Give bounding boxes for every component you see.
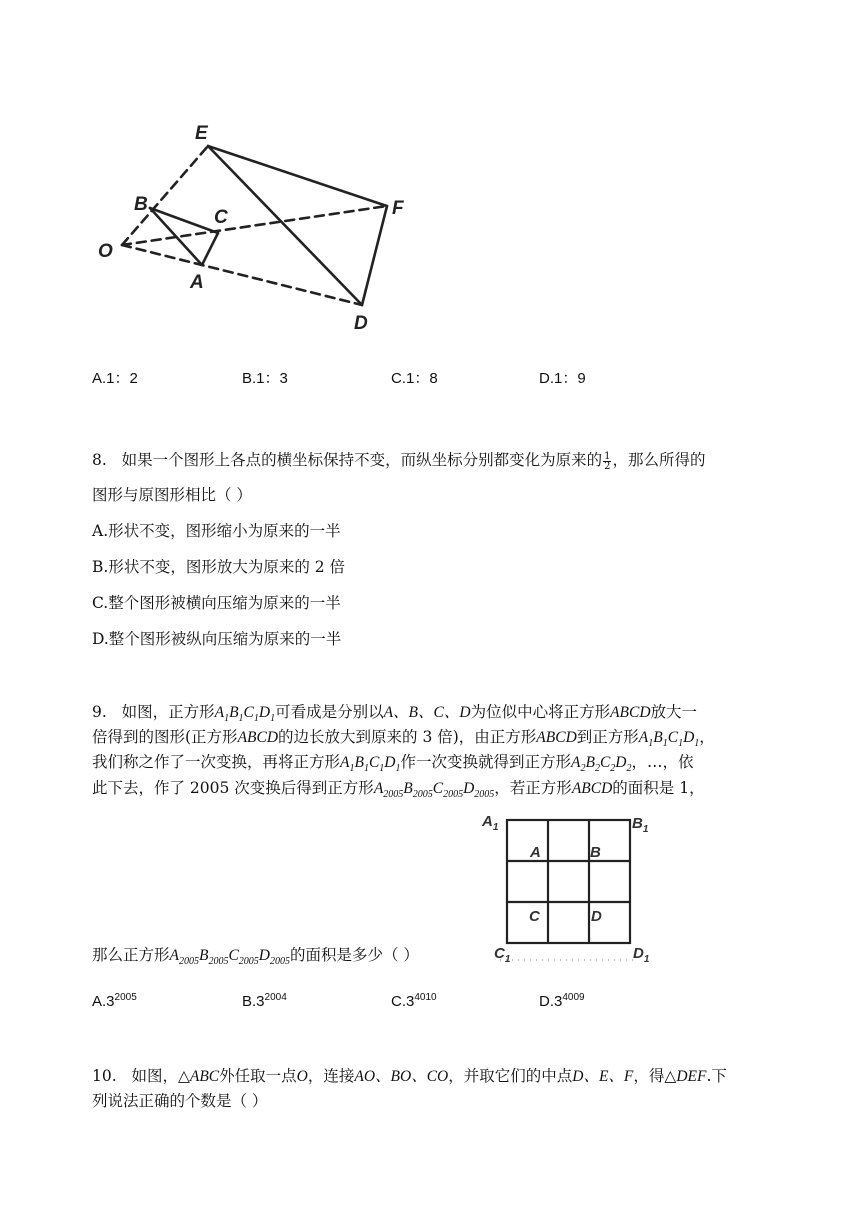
q10-number: 10. [92, 1067, 117, 1085]
figure-homothety-triangles [90, 115, 430, 340]
q9-stem-line1 [92, 702, 697, 723]
q10-stem-line1 [92, 1066, 727, 1087]
figure-square-grid [480, 808, 660, 968]
q7-option-d[interactable]: D.1：9 [539, 370, 586, 387]
label-A1: $A_1$ [482, 813, 499, 833]
label-C: C [214, 207, 228, 228]
math-AO-BO-CO: AO、BO、CO [354, 1068, 449, 1085]
q7-option-c[interactable]: C.1：8 [391, 370, 438, 387]
q9-t5: 倍得到的图形(正方形 [92, 728, 238, 746]
ray-OD [122, 245, 362, 305]
q10-t6: .下 [706, 1067, 727, 1085]
q9-stem-line4 [92, 778, 705, 799]
option-base: D.3 [539, 993, 563, 1010]
option-exponent: 4010 [414, 992, 437, 1003]
label-E: E [195, 123, 208, 144]
q9-t7: 到正方形 [576, 728, 639, 746]
q9-t1: 如图，正方形 [121, 703, 215, 721]
option-exponent: 4009 [562, 992, 585, 1003]
label-A: A [190, 272, 204, 293]
math-DEF: DEF [676, 1068, 707, 1085]
q10-t4: ，并取它们的中点 [448, 1067, 573, 1085]
q9-t3: 为位似中心将正方形 [470, 703, 611, 721]
label-C1: $C_1$ [494, 945, 511, 965]
math-ABCD: ABCD [536, 729, 577, 746]
label-O: O [98, 241, 113, 262]
label-B1: $B_1$ [632, 815, 649, 835]
q9-t16: 的面积是多少（ ） [290, 946, 419, 964]
q9-t12: 此下去，作了 2005 次变换后得到正方形 [92, 779, 374, 797]
q9-t9: 我们称之作了一次变换，再将正方形 [92, 753, 341, 771]
label-B: B [134, 194, 148, 215]
q9-t2: 可看成是分别以 [275, 703, 384, 721]
option-base: C.3 [391, 993, 415, 1010]
option-exponent: 2004 [264, 992, 287, 1003]
label-A: A [530, 844, 541, 861]
math-ABCD: ABCD [571, 780, 613, 797]
q8-option-b[interactable]: B.形状不变，图形放大为原来的 2 倍 [92, 558, 346, 576]
segment-CA [202, 233, 218, 265]
math-ABC: ABC [189, 1068, 220, 1085]
option-exponent: 2005 [114, 992, 137, 1003]
q9-t13: ，若正方形 [494, 779, 572, 797]
fraction-denominator: 2 [604, 460, 611, 472]
label-D: D [354, 313, 368, 334]
q9-stem-line2 [92, 727, 715, 748]
q9-option-a[interactable] [92, 993, 137, 1010]
math-A1B1C1D1: $A_1B_1C_1D_1$ [340, 754, 401, 775]
q9-stem-line3 [92, 752, 694, 773]
math-centers: A、B、C、D [383, 704, 471, 721]
q8-stem-line1 [92, 450, 705, 471]
label-D: D [591, 908, 602, 925]
q9-t4: 放大一 [650, 703, 698, 721]
square-A1B1C1D1 [507, 820, 630, 943]
option-base: A.3 [92, 993, 115, 1010]
math-A1B1C1D1: $A_1B_1C_1D_1$ [214, 704, 276, 725]
math-O: O [296, 1068, 308, 1085]
q10-t5: ，得△ [633, 1067, 677, 1085]
math-A2005B2005C2005D2005: $A_{2005}B_{2005}C_{2005}D_{2005}$ [373, 780, 495, 801]
q8-option-a[interactable]: A.形状不变，图形缩小为原来的一半 [92, 522, 341, 540]
label-B: B [590, 844, 601, 861]
q9-t15: 那么正方形 [92, 946, 170, 964]
math-ABCD: ABCD [237, 729, 279, 746]
q8-stem-line2: 图形与原图形相比（ ） [92, 486, 252, 504]
q10-t1: 如图，△ [131, 1067, 190, 1085]
q9-t10: 作一次变换就得到正方形 [400, 753, 572, 771]
q9-option-b[interactable] [242, 993, 287, 1010]
q10-t3: ，连接 [307, 1067, 355, 1085]
q9-t8: ， [699, 728, 715, 746]
q8-option-d[interactable]: D.整个图形被纵向压缩为原来的一半 [92, 630, 342, 648]
q8-number: 8. [92, 451, 107, 469]
math-DEF-points: D、E、F [572, 1068, 634, 1085]
q9-number: 9. [92, 703, 107, 721]
label-F: F [392, 198, 404, 219]
q9-option-d[interactable] [539, 993, 585, 1010]
q9-option-c[interactable] [391, 993, 437, 1010]
segment-EF [208, 146, 387, 206]
math-A2B2C2D2: $A_2B_2C_2D_2$ [571, 754, 632, 775]
q9-t6: 的边长放大到原来的 3 倍)，由正方形 [278, 728, 537, 746]
q7-option-b[interactable]: B.1：3 [242, 370, 288, 387]
label-C: C [529, 908, 540, 925]
q8-text-before: 如果一个图形上各点的横坐标保持不变，而纵坐标分别都变化为原来的 [121, 451, 603, 469]
q8-option-c[interactable]: C.整个图形被横向压缩为原来的一半 [92, 594, 341, 612]
fraction-one-half [603, 452, 611, 471]
q10-t2: 外任取一点 [219, 1067, 297, 1085]
fraction-numerator: 1 [604, 450, 611, 462]
q9-t14: 的面积是 1， [612, 779, 705, 797]
label-D1: $D_1$ [633, 945, 650, 965]
segment-ED [208, 146, 362, 305]
math-A1B1C1D1: $A_1B_1C_1D_1$ [638, 729, 700, 750]
math-A2005B2005C2005D2005: $A_{2005}B_{2005}C_{2005}D_{2005}$ [169, 947, 290, 968]
math-ABCD: ABCD [610, 704, 651, 721]
q8-text-after: ，那么所得的 [612, 451, 706, 469]
q7-option-a[interactable]: A.1：2 [92, 370, 138, 387]
segment-FD [362, 206, 387, 305]
q10-stem-line2: 列说法正确的个数是（ ） [92, 1092, 268, 1110]
q9-stem-line5 [92, 945, 419, 966]
option-base: B.3 [242, 993, 265, 1010]
q9-t11: ，…，依 [631, 753, 694, 771]
